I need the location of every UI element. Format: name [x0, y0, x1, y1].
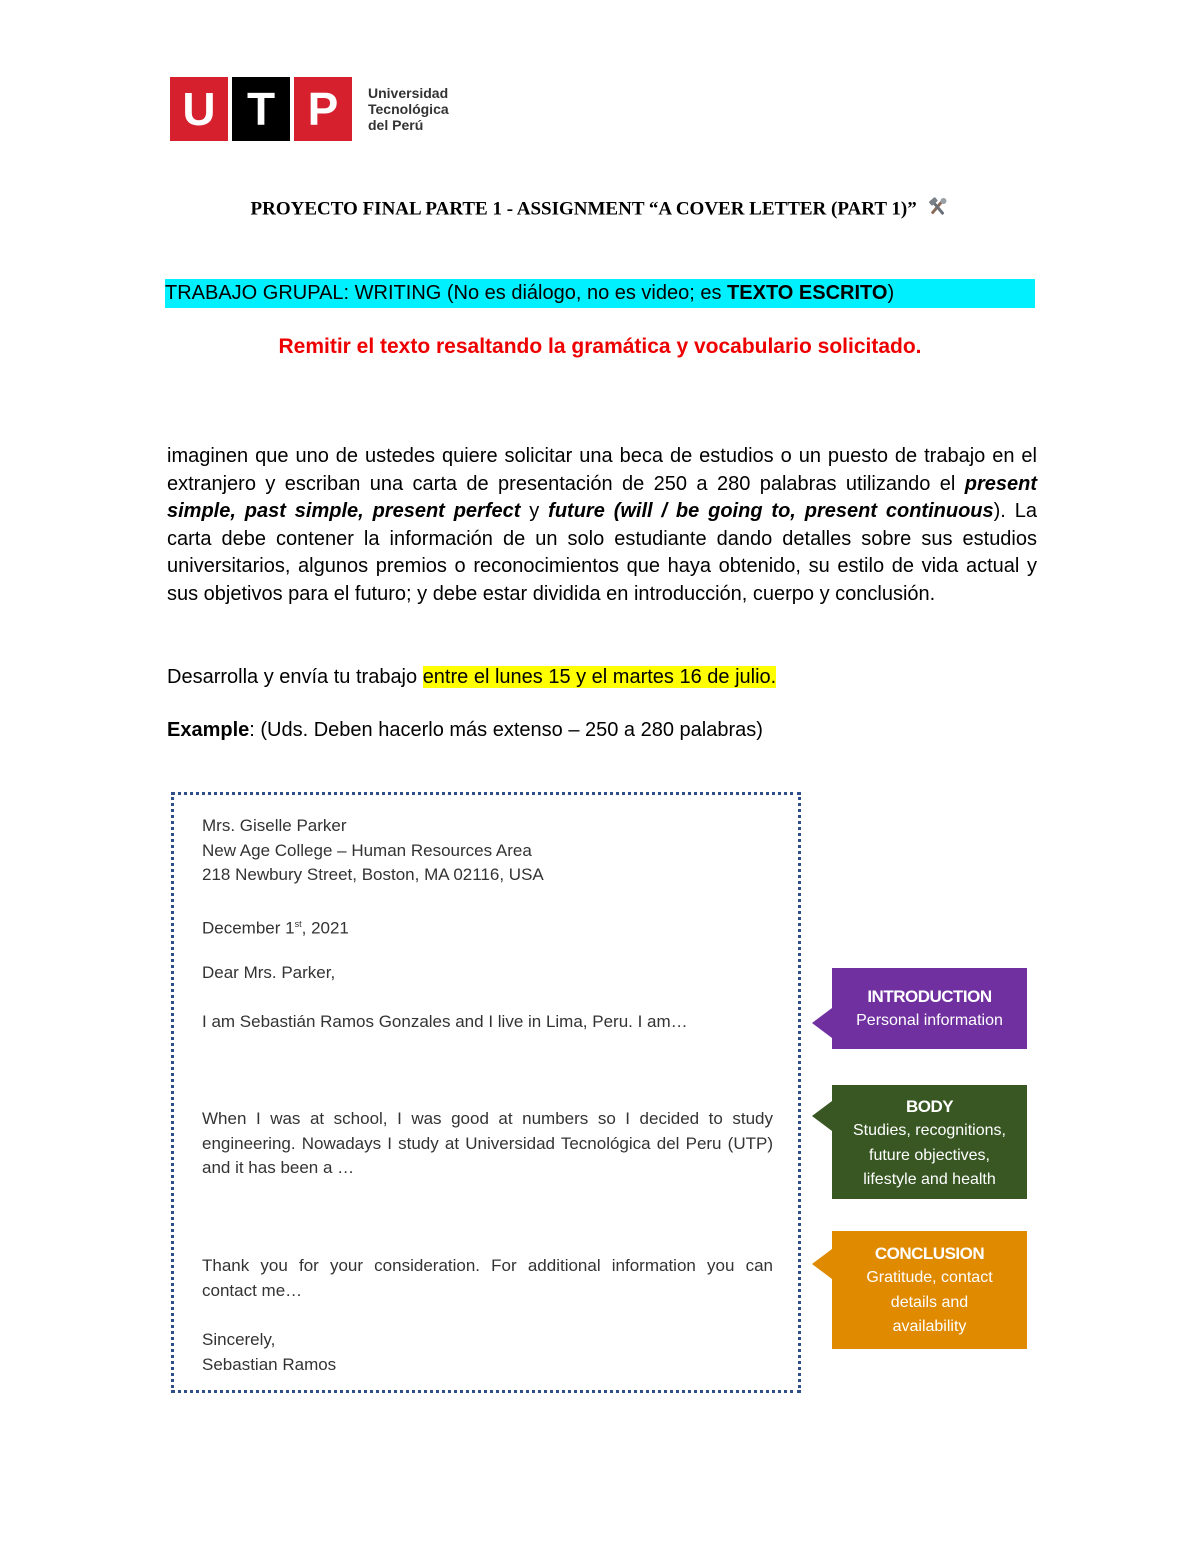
- deadline-dates: entre el lunes 15 y el martes 16 de julio.: [422, 666, 777, 688]
- group-line-bold: TEXTO ESCRITO: [727, 282, 888, 304]
- date-text: December 1: [202, 918, 295, 938]
- callout-line: availability: [892, 1318, 967, 1335]
- logo-letter-p: P: [294, 77, 352, 141]
- callout-line: Personal information: [856, 1012, 1003, 1029]
- instructions-text: imaginen que uno de ustedes quiere solicitar una beca de estudios o un puesto de trabajo en el extranjero y escriban una carta de presentación de 250 a 280 palabras utilizando el: [167, 445, 1037, 495]
- callout-line: Studies, recognitions,: [853, 1122, 1006, 1139]
- group-line-prefix: TRABAJO GRUPAL: WRITING (No es diálogo, no es video; es: [165, 282, 728, 304]
- instructions-tenses: present simple, past simple, present perfect: [167, 472, 1037, 522]
- document-title: [0, 197, 1200, 223]
- callout-line: lifestyle and health: [863, 1171, 996, 1188]
- logo-letter-t: T: [232, 77, 290, 141]
- callout-heading: BODY: [905, 1097, 954, 1116]
- letter-salutation: Dear Mrs. Parker,: [202, 963, 336, 982]
- logo-name-line: Universidad: [368, 85, 449, 101]
- recipient-organization: New Age College – Human Resources Area: [202, 840, 532, 860]
- logo-letter-u: U: [170, 77, 228, 141]
- letter-conclusion: Thank you for your consideration. For additional information you can contact me…: [202, 1256, 773, 1300]
- date-year: , 2021: [301, 918, 349, 938]
- callout-heading: CONCLUSION: [874, 1244, 985, 1263]
- tools-icon: [927, 197, 949, 223]
- group-line-suffix: ): [887, 282, 895, 304]
- letter-body: When I was at school, I was good at numbers so I decided to study engineering. Nowadays I study at Universidad Tecnológica del Peru (UTP) and it has been a …: [202, 1109, 773, 1177]
- recipient-name: Mrs. Giselle Parker: [202, 816, 347, 835]
- callout-conclusion: [832, 1231, 1027, 1349]
- group-work-line: [165, 279, 1035, 308]
- title-text: PROYECTO FINAL PARTE 1 - ASSIGNMENT “A COVER LETTER (PART 1)”: [250, 198, 917, 220]
- callout-pointer: [812, 1101, 832, 1131]
- letter-signature: Sebastian Ramos: [202, 1354, 337, 1374]
- callout-pointer: [812, 1249, 832, 1279]
- logo-name-line: del Perú: [368, 117, 424, 133]
- utp-logo: [170, 77, 449, 141]
- example-line: [167, 716, 763, 744]
- submission-note: Remitir el texto resaltando la gramática y vocabulario solicitado.: [278, 335, 922, 358]
- deadline-prefix: Desarrolla y envía tu trabajo: [167, 666, 423, 688]
- callout-introduction: [832, 968, 1027, 1049]
- callout-body: [832, 1085, 1027, 1199]
- logo-university-name: [368, 85, 449, 133]
- example-note: (Uds. Deben hacerlo más extenso – 250 a 280 palabras): [254, 719, 763, 741]
- callout-line: Gratitude, contact: [866, 1269, 993, 1286]
- instructions-text: y: [520, 500, 549, 522]
- instructions-paragraph: [167, 443, 1037, 608]
- example-letter: [171, 792, 801, 1393]
- callout-line: details and: [890, 1293, 969, 1311]
- letter-date: [202, 912, 349, 941]
- example-colon: :: [249, 719, 255, 741]
- letter-closing: Sincerely,: [202, 1330, 276, 1349]
- deadline-line: [167, 663, 776, 691]
- callout-line: future objectives,: [869, 1146, 990, 1164]
- date-ordinal: st: [294, 919, 302, 929]
- letter-introduction: I am Sebastián Ramos Gonzales and I live in Lima, Peru. I am…: [202, 1012, 688, 1031]
- logo-name-line: Tecnológica: [368, 101, 449, 117]
- instructions-future: future (will / be going to, present continuous: [548, 500, 994, 522]
- callout-pointer: [812, 1008, 832, 1038]
- callout-heading: INTRODUCTION: [867, 987, 992, 1006]
- recipient-address: 218 Newbury Street, Boston, MA 02116, USA: [202, 865, 544, 884]
- example-label: Example: [167, 719, 250, 741]
- instructions-text: ). La carta debe contener la información de un solo estudiante dando detalles sobre sus estudios universitarios, algunos premios o reconocimientos que haya obtenido, su estilo de vida actual y sus objetivos para el futuro; y debe estar dividida en introducción, cuerpo y conclusión.: [167, 500, 1037, 605]
